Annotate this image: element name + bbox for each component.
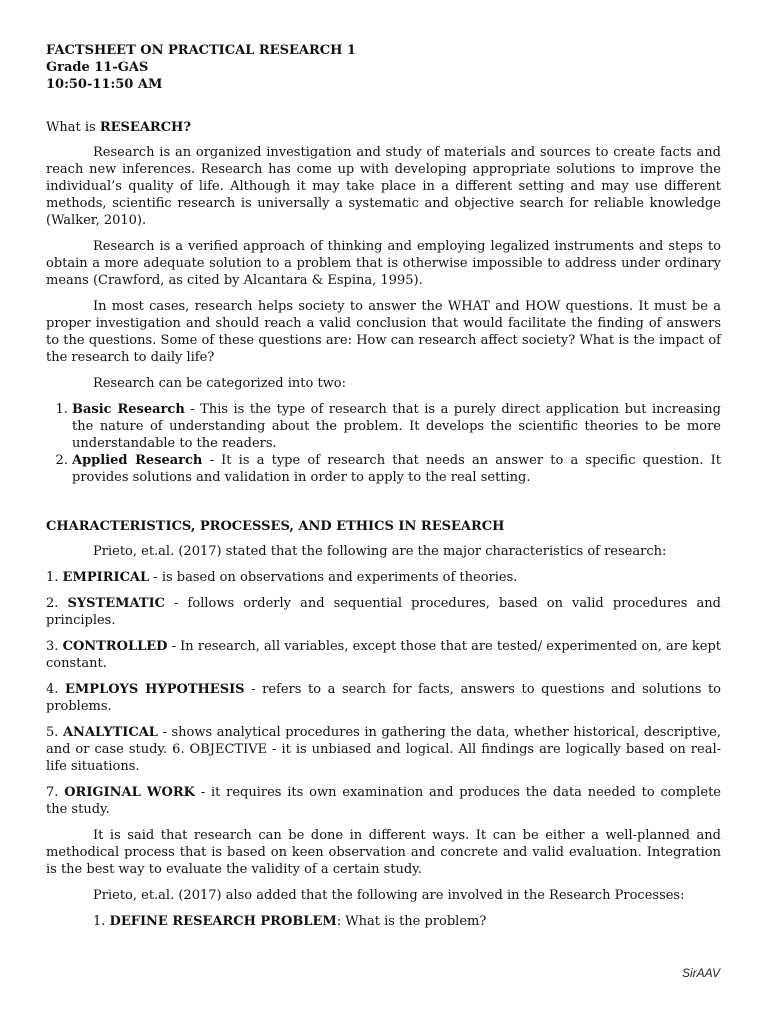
item-term: SYSTEMATIC [67, 596, 165, 611]
item-text: - is based on observations and experiments of theories. [149, 570, 518, 585]
item-term: CONTROLLED [62, 639, 168, 654]
process-item [93, 913, 721, 930]
intro-paragraph: Research is a verified approach of thinking and employing legalized instruments and steps to obtain a more adequate solution to a problem that is otherwise impossible to address under ordinary means (Crawford, as cited by Alcantara & Espina, 1995). [46, 239, 721, 288]
list-item-text: - It is a type of research that needs an answer to a specific question. It provides solutions and validation in order to apply to the real setting. [72, 453, 721, 485]
characteristic-item [46, 681, 721, 715]
item-term: EMPLOYS HYPOTHESIS [65, 682, 245, 697]
list-item [72, 401, 721, 452]
list-item-term: Applied Research [72, 453, 203, 468]
item-text: - refers to a search for facts, answers to questions and solutions to problems. [46, 682, 721, 714]
item-number: 5. [46, 725, 63, 740]
item-text: - shows analytical procedures in gathering the data, whether historical, descriptive, and or case study. 6. OBJECTIVE - it is unbiased and logical. All findings are logically based on real-life situations. [46, 725, 721, 774]
intro-paragraph: Research is an organized investigation and study of materials and sources to create facts and reach new inferences. Research has come up with developing appropriate solutions to improve the individual’s quality of life. Although it may take place in a different setting and may use different methods, scientific research is universally a systematic and objective search for reliable knowledge (Walker, 2010). [46, 145, 721, 228]
document-header [46, 42, 721, 93]
item-text: - follows orderly and sequential procedures, based on valid procedures and principles. [46, 596, 721, 628]
list-item-term: Basic Research [72, 402, 185, 417]
list-item-text: - This is the type of research that is a purely direct application but increasing the nature of understanding about the problem. It develops the scientific theories to be more understandable to the readers. [72, 402, 721, 451]
characteristic-item [46, 784, 721, 818]
question-prefix: What is [46, 120, 100, 135]
closing-paragraph: It is said that research can be done in different ways. It can be either a well-planned and methodical process that is based on keen observation and concrete and valid evaluation. Integration is the best way to evaluate the validity of a certain study. [46, 828, 721, 877]
section-heading: CHARACTERISTICS, PROCESSES, AND ETHICS IN RESEARCH [46, 519, 505, 534]
characteristic-item [46, 569, 721, 586]
item-text: : What is the problem? [336, 914, 487, 929]
section-question [46, 119, 721, 136]
item-number: 7. [46, 785, 65, 800]
item-number: 4. [46, 682, 65, 697]
item-term: ANALYTICAL [62, 725, 158, 740]
document-body [46, 42, 721, 930]
item-term: EMPIRICAL [62, 570, 150, 585]
item-number: 1. [46, 570, 63, 585]
question-term: RESEARCH? [99, 120, 191, 135]
characteristic-item [46, 638, 721, 672]
characteristics-intro: Prieto, et.al. (2017) stated that the following are the major characteristics of research: [93, 544, 667, 559]
document-title: FACTSHEET ON PRACTICAL RESEARCH 1 [46, 43, 356, 58]
item-number: 3. [46, 639, 63, 654]
footer-author: SirAAV [681, 966, 720, 980]
item-text: - it requires its own examination and produces the data needed to complete the study. [46, 785, 721, 817]
characteristic-item [46, 724, 721, 775]
characteristic-item [46, 595, 721, 629]
item-text: - In research, all variables, except those that are tested/ experimented on, are kept constant. [46, 639, 721, 671]
processes-intro: Prieto, et.al. (2017) also added that the following are involved in the Research Processes: [93, 888, 685, 903]
time-label: 10:50-11:50 AM [46, 77, 163, 92]
intro-paragraph: In most cases, research helps society to answer the WHAT and HOW questions. It must be a proper investigation and should reach a valid conclusion that would facilitate the finding of answers to the questions. Some of these questions are: How can research affect society? What is the impact of the research to daily life? [46, 299, 721, 365]
grade-label: Grade 11-GAS [46, 60, 149, 75]
item-number: 2. [46, 596, 68, 611]
item-number: 1. [93, 914, 110, 929]
item-term: ORIGINAL WORK [64, 785, 195, 800]
list-item [72, 452, 721, 486]
research-types-list [46, 401, 721, 486]
item-term: DEFINE RESEARCH PROBLEM [109, 914, 337, 929]
intro-paragraph: Research can be categorized into two: [93, 376, 347, 391]
